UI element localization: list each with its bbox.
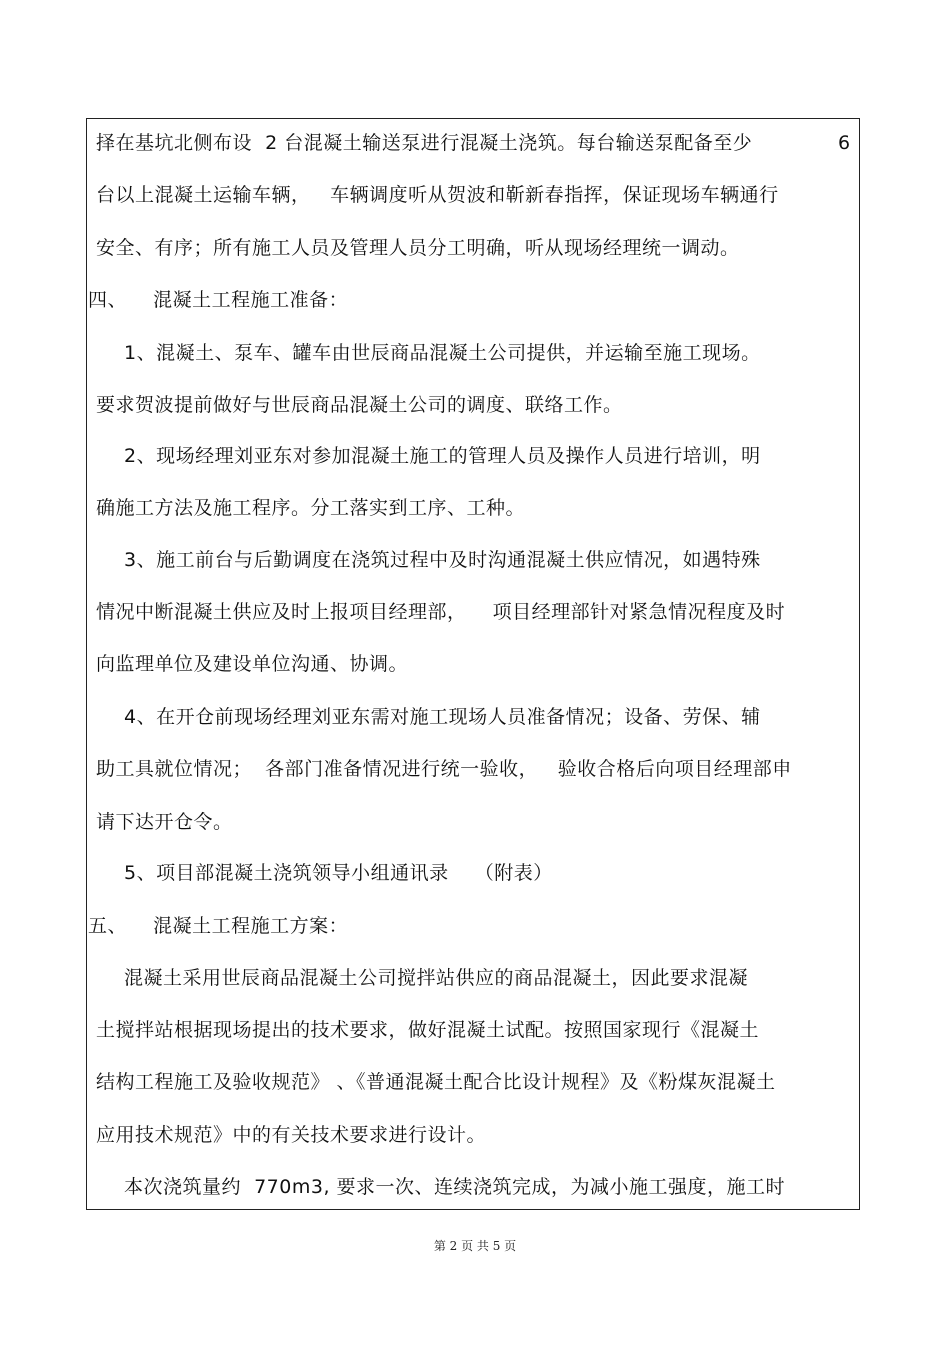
text-line: 混凝土采用世辰商品混凝土公司搅拌站供应的商品混凝土，因此要求混凝 [124, 967, 749, 989]
section-heading: 五、 混凝土工程施工方案： [88, 915, 349, 937]
text-line: 3、施工前台与后勤调度在浇筑过程中及时沟通混凝土供应情况，如遇特殊 [124, 549, 761, 571]
text-line: 请下达开仓令。 [96, 811, 233, 833]
page-number-footer: 第 2 页 共 5 页 [433, 1239, 517, 1253]
text-line: 向监理单位及建设单位沟通、协调。 [96, 653, 409, 675]
text-line: 要求贺波提前做好与世辰商品混凝土公司的调度、联络工作。 [96, 394, 623, 416]
text-line: 4、在开仓前现场经理刘亚东需对施工现场人员准备情况；设备、劳保、辅 [124, 706, 761, 728]
text-line: 6 [838, 132, 851, 154]
text-line: 结构工程施工及验收规范》 、《普通混凝土配合比设计规程》及《粉煤灰混凝土 [96, 1071, 776, 1093]
section-heading: 四、 混凝土工程施工准备： [88, 289, 349, 311]
text-line: 择在基坑北侧布设 2 台混凝土输送泵进行混凝土浇筑。每台输送泵配备至少 [96, 132, 753, 154]
text-line: 助工具就位情况； 各部门准备情况进行统一验收， 验收合格后向项目经理部申 [96, 758, 792, 780]
text-line: 1、混凝土、泵车、罐车由世辰商品混凝土公司提供，并运输至施工现场。 [124, 342, 761, 364]
text-line: 土搅拌站根据现场提出的技术要求，做好混凝土试配。按照国家现行《混凝土 [96, 1019, 760, 1041]
text-line: 确施工方法及施工程序。分工落实到工序、工种。 [96, 497, 526, 519]
text-line: 台以上混凝土运输车辆， 车辆调度听从贺波和靳新春指挥，保证现场车辆通行 [96, 184, 779, 206]
text-line: 情况中断混凝土供应及时上报项目经理部， 项目经理部针对紧急情况程度及时 [96, 601, 786, 623]
text-line: 安全、有序；所有施工人员及管理人员分工明确，听从现场经理统一调动。 [96, 237, 740, 259]
text-line: 应用技术规范》中的有关技术要求进行设计。 [96, 1124, 487, 1146]
text-line: 本次浇筑量约 770m3, 要求一次、连续浇筑完成，为减小施工强度，施工时 [124, 1176, 786, 1198]
text-line: 2、现场经理刘亚东对参加混凝土施工的管理人员及操作人员进行培训，明 [124, 445, 761, 467]
text-line: 5、项目部混凝土浇筑领导小组通讯录 （附表） [124, 862, 553, 884]
